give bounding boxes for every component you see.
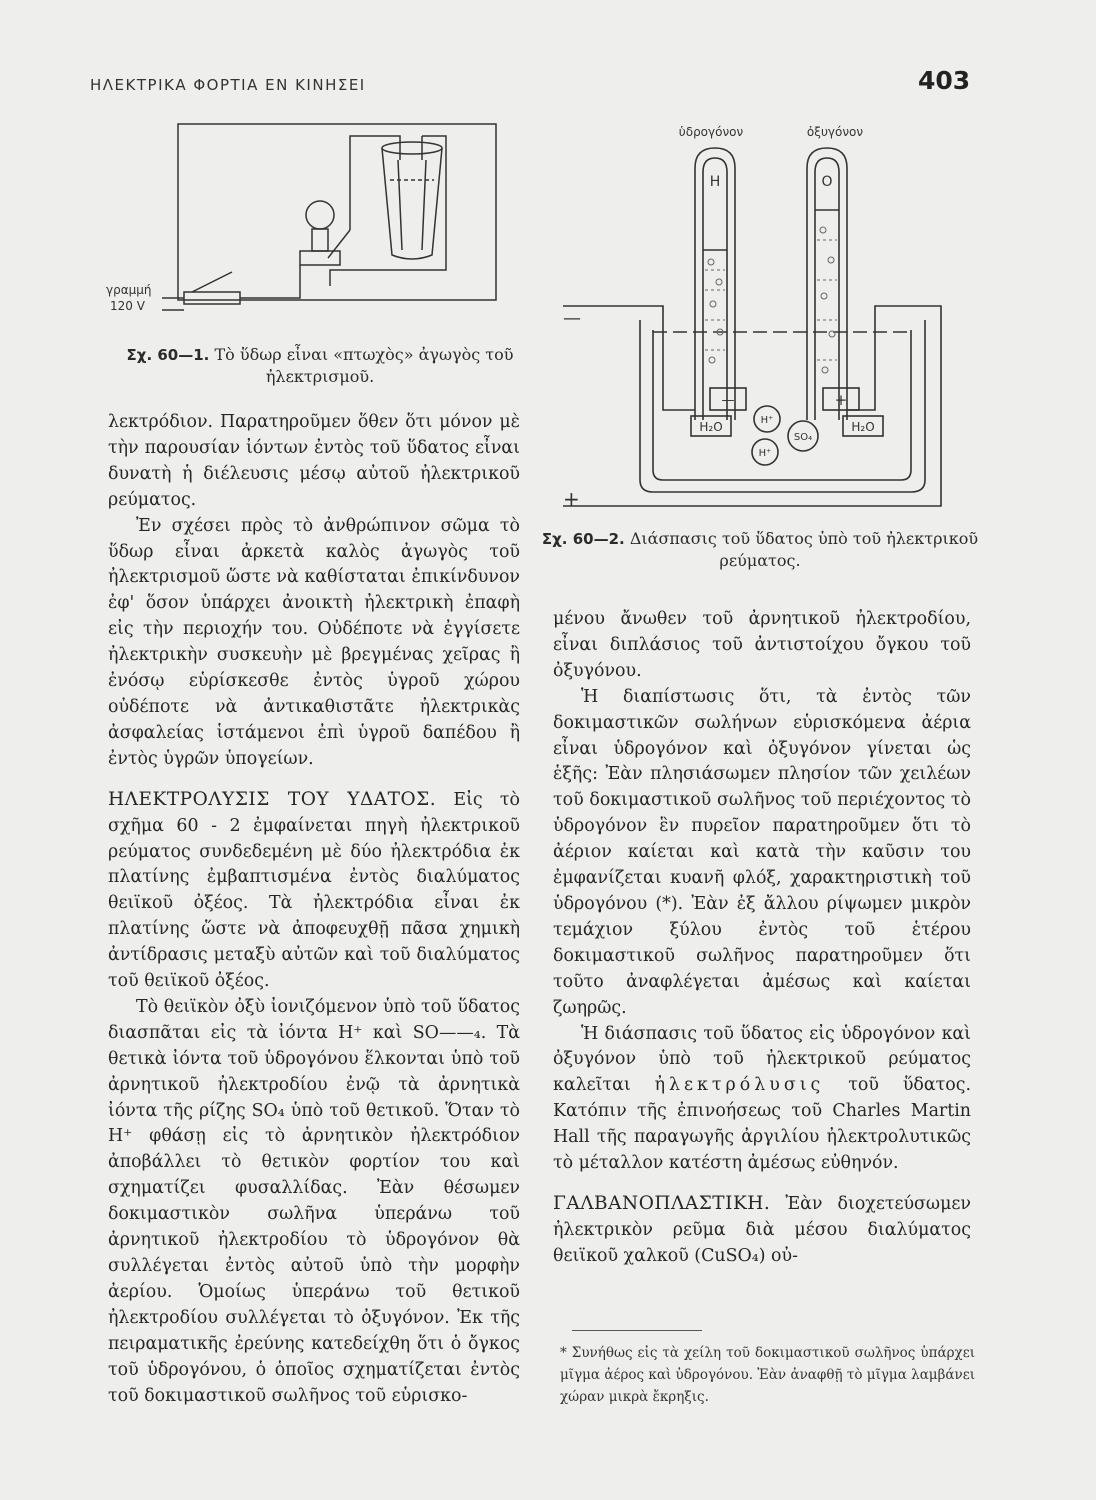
figure1-caption — [100, 344, 540, 388]
left-paragraph-2: Ἐν σχέσει πρὸς τὸ ἀνθρώπινον σῶμα τὸ ὕδωρ εἶναι ἀρκετὰ καλὸς ἀγωγὸς τοῦ ἠλεκτρισμοῦ ὥστε νὰ καθίσταται ἐπικίνδυνον ἐφ' ὅσον ὑπάρχει ἀνοικτὴ ἠλεκτρικὴ ἐπαφὴ εἰς τὴν περιοχήν του. Οὐδέποτε νὰ ἐγγίσετε ἠλεκτρικὴν συσκευὴν μὲ βρεγμένας χεῖρας ἢ ἐνόσῳ εὑρίσκεσθε ἐντὸς ὑγροῦ χώρου οὐδέποτε νὰ ἀντικαθιστᾶτε ἠλεκτρικὰς ἀσφαλείας ἱστάμενοι ἐπὶ ὑγροῦ δαπέδου ἢ ἐντὸς ὑγρῶν ὑπογείων. — [108, 515, 520, 769]
electrode-minus-label: — — [721, 393, 735, 408]
section-heading-electrolysis: ΗΛΕΚΤΡΟΛΥΣΙΣ ΤΟΥ ΥΔΑΤΟΣ. — [108, 788, 437, 810]
right-paragraph-4: Ἐὰν διοχετεύσωμεν ἠλεκτρικὸν ρεῦμα διὰ μέσου διαλύματος θειϊκοῦ χαλκοῦ (CuSO₄) οὐ- — [553, 1193, 971, 1266]
left-paragraph-3: Εἰς τὸ σχῆμα 60 - 2 ἐμφαίνεται πηγὴ ἠλεκτρικοῦ ρεύματος συνδεδεμένη μὲ δύο ἠλεκτρόδια ἐκ πλατίνης ἐμβαπτισμένα ἐντὸς διαλύματος θειϊκοῦ ὀξέος. Τὰ ἠλεκτρόδια εἶναι ἐκ πλατίνης ὥστε νὰ ἀποφευχθῇ πᾶσα χημικὴ ἀντίδρασις μεταξὺ αὐτῶν καὶ τοῦ διαλύματος τοῦ θειϊκοῦ ὀξέος. — [108, 789, 521, 992]
figure1-caption-label: Σχ. 60—1. — [126, 346, 210, 364]
switch-base — [184, 292, 240, 304]
tube-right-letter: O — [821, 174, 833, 190]
figure2-caption — [540, 528, 980, 572]
switch-lever — [192, 272, 232, 292]
ion-h-plus-1-label: H⁺ — [760, 415, 774, 426]
ion-h-plus-2-label: H⁺ — [758, 448, 772, 459]
figure1-caption-text: Τὸ ὕδωρ εἶναι «πτωχὸς» ἀγωγὸς τοῦ ἠλεκτρισμοῦ. — [214, 345, 514, 386]
ion-h2o-right-label: H₂O — [851, 420, 875, 434]
right-paragraph-3-end: τοῦ ὕδατος. Κατόπιν τῆς ἐπινοήσεως τοῦ Charles Martin Hall τῆς παραγωγῆς ἀργιλίου ἠλεκτρολυτικῶς τὸ μέταλλον κατέστη ἀμέσως εὐθηνόν. — [553, 1075, 971, 1174]
beaker — [382, 148, 442, 259]
left-paragraph-4: Τὸ θειϊκὸν ὀξὺ ἰονιζόμενον ὑπὸ τοῦ ὕδατος διασπᾶται εἰς τὰ ἰόντα H⁺ καὶ SO——₄. Τὰ θετικὰ ἰόντα τοῦ ὑδρογόνου ἕλκονται ὑπὸ τοῦ ἀρνητικοῦ ἠλεκτροδίου ἐνῷ τὰ ἀρνητικὰ ἰόντα τῆς ρίζης SO₄ ὑπὸ τοῦ θετικοῦ. Ὅταν τὸ H⁺ φθάσῃ εἰς τὸ ἀρνητικὸν ἠλεκτρόδιον ἀποβάλλει τὸ θετικὸν φορτίον του καὶ σχηματίζει φυσαλλίδας. Ἐὰν θέσωμεν δοκιμαστικὸν σωλῆνα ὑπεράνω τοῦ ἀρνητικοῦ ἠλεκτροδίου τὸ ὑδρογόνον θὰ συλλέγεται ἐντὸς αὐτοῦ ὑπὸ τὴν μορφὴν ἀερίου. Ὁμοίως ὑπεράνω τοῦ θετικοῦ ἠλεκτροδίου συλλέγεται τὸ ὀξυγόνον. Ἐκ τῆς πειραματικῆς ἐρεύνης κατεδείχθη ὅτι ὁ ὄγκος τοῦ ὑδρογόνου, ὁ ὁποῖος σχηματίζεται ἐντὸς τοῦ δοκιμαστικοῦ σωλῆνος τοῦ εὑρισκο- — [108, 996, 520, 1406]
minus-sign: — — [563, 308, 581, 329]
page-number: 403 — [918, 66, 971, 95]
line-label-2: 120 V — [110, 299, 145, 313]
bulb-socket — [300, 251, 340, 265]
footnote-text: * Συνήθως εἰς τὰ χείλη τοῦ δοκιμαστικοῦ σωλῆνος ὑπάρχει μῖγμα ἀέρος καὶ ὑδρογόνου. Ἐὰν ἀναφθῇ τὸ μῖγμα λαμβάνει χώραν μικρὰ ἔκρηξις. — [560, 1345, 975, 1405]
right-paragraph-3-start: Ἡ διάσπασις τοῦ ὕδατος εἰς ὑδρογόνον καὶ ὀξυγόνον ὑπὸ τοῦ ἠλεκτρικοῦ ρεύματος καλεῖται — [553, 1023, 971, 1096]
plus-sign: + — [563, 487, 580, 511]
figure-bulb-circuit — [100, 120, 520, 350]
line-label-1: γραμμή — [106, 283, 152, 297]
light-bulb — [306, 201, 334, 229]
tank — [640, 320, 925, 492]
section-heading-electroplating: ΓΑΛΒΑΝΟΠΛΑΣΤΙΚΗ. — [553, 1192, 771, 1214]
figure1-frame — [178, 124, 496, 300]
right-paragraph-2: Ἡ διαπίστωσις ὅτι, τὰ ἐντὸς τῶν δοκιμαστικῶν σωλήνων εὑρισκόμενα ἀέρια εἶναι ὑδρογόνον καὶ ὀξυγόνον γίνεται ὡς ἑξῆς: Ἐὰν πλησιάσωμεν πλησίον τῶν χειλέων τοῦ δοκιμαστικοῦ σωλῆνος τοῦ περιέχοντος τὸ ὑδρογόνον ἓν πυρεῖον παρατηροῦμεν ὅτι τὸ ἀέριον καίεται καὶ κατὰ τὴν καῦσιν του ἐμφανίζεται κυανῆ φλόξ, χαρακτηριστικὴ τοῦ ὑδρογόνου (*). Ἐὰν ἐξ ἄλλου ρίψωμεν μικρὸν τεμάχιον ξύλου ἐντὸς τοῦ ἑτέρου δοκιμαστικοῦ σωλῆνος παρατηροῦμεν ὅτι τοῦτο ἀναφλέγεται ἀμέσως καὶ καίεται ζωηρῶς. — [553, 686, 971, 1018]
footnote-rule — [572, 1330, 702, 1331]
left-column — [108, 410, 520, 1409]
ion-so4-label: SO₄ — [793, 432, 813, 443]
tube-left-letter: H — [709, 174, 721, 190]
tube-right-label: ὀξυγόνον — [806, 125, 864, 139]
tube-left-label: ὑδρογόνον — [678, 125, 744, 139]
right-paragraph-1: μένου ἄνωθεν τοῦ ἀρνητικοῦ ἠλεκτροδίου, εἶναι διπλάσιος τοῦ ἀντιστοίχου ὄγκου τοῦ ὀξυγόνου. — [553, 609, 971, 681]
ion-h2o-left-label: H₂O — [699, 420, 723, 434]
figure-electrolysis — [545, 120, 985, 520]
left-paragraph-1: λεκτρόδιον. Παρατηροῦμεν ὅθεν ὅτι μόνον μὲ τὴν παρουσίαν ἰόντων ἐντὸς τοῦ ὕδατος εἶναι δυνατὴ ἡ διέλευσις μέσῳ αὐτοῦ ἠλεκτρικοῦ ρεύματος. — [108, 412, 520, 510]
running-title: ΗΛΕΚΤΡΙΚΑ ΦΟΡΤΙΑ ΕΝ ΚΙΝΗΣΕΙ — [90, 76, 366, 94]
term-electrolysis: ἠλεκτρόλυσις — [654, 1075, 825, 1096]
figure2-caption-text: Διάσπασις τοῦ ὕδατος ὑπὸ τοῦ ἠλεκτρικοῦ ρεύματος. — [629, 529, 979, 570]
wire-top — [350, 136, 400, 230]
wire-positive — [563, 306, 941, 506]
right-column — [553, 607, 971, 1270]
footnote — [560, 1342, 975, 1408]
figure2-caption-label: Σχ. 60—2. — [541, 530, 625, 548]
wire-negative — [563, 306, 695, 410]
electrode-plus-label: + — [834, 391, 848, 409]
